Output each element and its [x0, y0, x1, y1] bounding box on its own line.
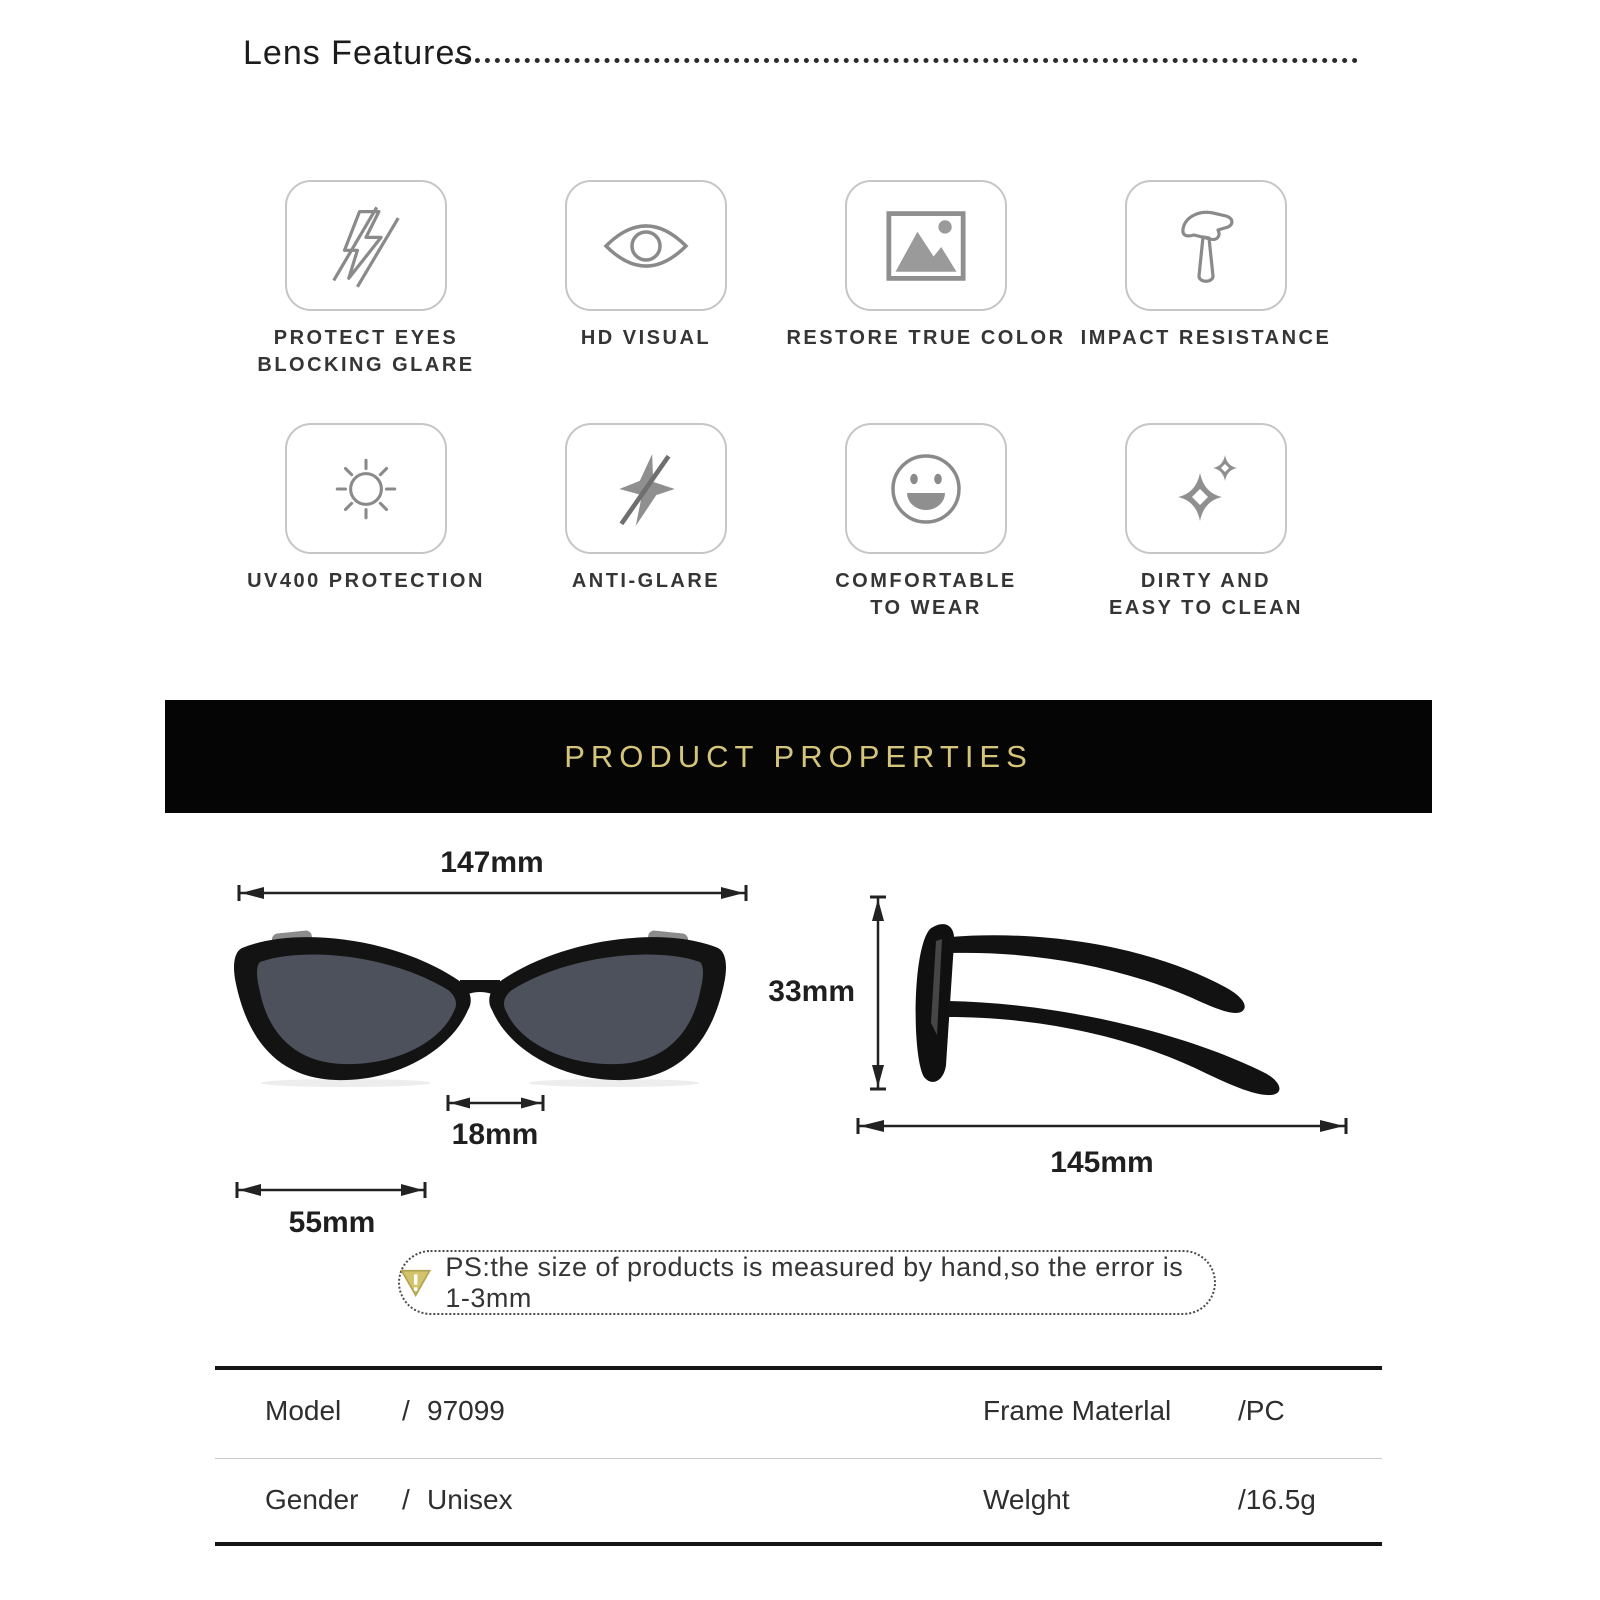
feature-box [1125, 180, 1287, 311]
dim-lens-width-label: 55mm [288, 1206, 376, 1239]
feature-label: DIRTY AND [1140, 570, 1272, 592]
feature-label: COMFORTABLE [835, 570, 1017, 592]
feature-impact-resistance [1066, 180, 1346, 423]
page-title: Lens Features [243, 34, 474, 72]
property-value: Unisex [427, 1484, 513, 1515]
height-arrow [869, 895, 887, 1091]
lens-width-arrow [235, 1181, 427, 1199]
dim-total-width-label: 147mm [440, 846, 544, 879]
feature-label: RESTORE TRUE COLOR [786, 327, 1066, 349]
feature-box [845, 180, 1007, 311]
feature-restore-color [786, 180, 1066, 423]
sunglasses-front-view [226, 920, 734, 1090]
feature-easy-clean [1066, 423, 1346, 666]
property-value: /PC [1238, 1395, 1285, 1426]
temple-length-arrow [856, 1117, 1348, 1135]
property-label: Welght [983, 1484, 1070, 1515]
feature-hd-visual [506, 180, 786, 423]
dim-lens-height-label: 33mm [768, 975, 855, 1008]
lens-features-grid [226, 180, 1346, 666]
property-label: Frame Materlal [983, 1395, 1172, 1426]
sparkle-icon [1164, 447, 1248, 531]
hammer-icon [1166, 204, 1246, 288]
feature-comfortable [786, 423, 1066, 666]
product-properties-banner [165, 700, 1432, 813]
table-row [215, 1484, 1382, 1524]
property-label: Model [265, 1395, 342, 1426]
warning-icon [400, 1267, 431, 1299]
feature-protect-eyes [226, 180, 506, 423]
table-row-divider [215, 1458, 1382, 1459]
feature-box [1125, 423, 1287, 554]
feature-box [565, 180, 727, 311]
dim-temple-length-label: 145mm [1050, 1146, 1154, 1179]
feature-anti-glare [506, 423, 786, 666]
feature-box [565, 423, 727, 554]
anti-glare-icon [605, 448, 687, 530]
eye-icon [600, 214, 692, 278]
feature-label: HD VISUAL [580, 327, 712, 349]
table-row [215, 1395, 1382, 1435]
feature-label: ANTI-GLARE [571, 570, 721, 592]
dim-bridge-label: 18mm [451, 1118, 539, 1151]
table-top-border [215, 1366, 1382, 1370]
width-arrow [237, 884, 748, 902]
note-text: PS:the size of products is measured by hand,so the error is 1-3mm [445, 1251, 1184, 1313]
feature-label: BLOCKING GLARE [257, 354, 475, 376]
property-value: /16.5g [1238, 1484, 1316, 1515]
dotted-divider [455, 58, 1358, 63]
sunglasses-side-view [900, 915, 1340, 1105]
table-bottom-border [215, 1542, 1382, 1546]
feature-label: EASY TO CLEAN [1108, 597, 1303, 619]
property-value: 97099 [427, 1395, 505, 1426]
measurement-note [398, 1250, 1216, 1315]
feature-uv400 [226, 423, 506, 666]
flash-icon [323, 203, 409, 289]
property-separator: / [402, 1484, 410, 1515]
sun-icon [325, 448, 407, 530]
feature-box [845, 423, 1007, 554]
banner-title: PRODUCT PROPERTIES [564, 738, 1033, 774]
image-icon [886, 210, 966, 282]
feature-label: UV400 PROTECTION [247, 570, 485, 592]
feature-box [285, 423, 447, 554]
property-label: Gender [265, 1484, 359, 1515]
property-separator: / [402, 1395, 410, 1426]
feature-label: TO WEAR [870, 597, 982, 619]
feature-box [285, 180, 447, 311]
smiley-icon [884, 447, 968, 531]
bridge-arrow [446, 1094, 545, 1112]
feature-label: PROTECT EYES [273, 327, 459, 349]
feature-label: IMPACT RESISTANCE [1080, 327, 1332, 349]
